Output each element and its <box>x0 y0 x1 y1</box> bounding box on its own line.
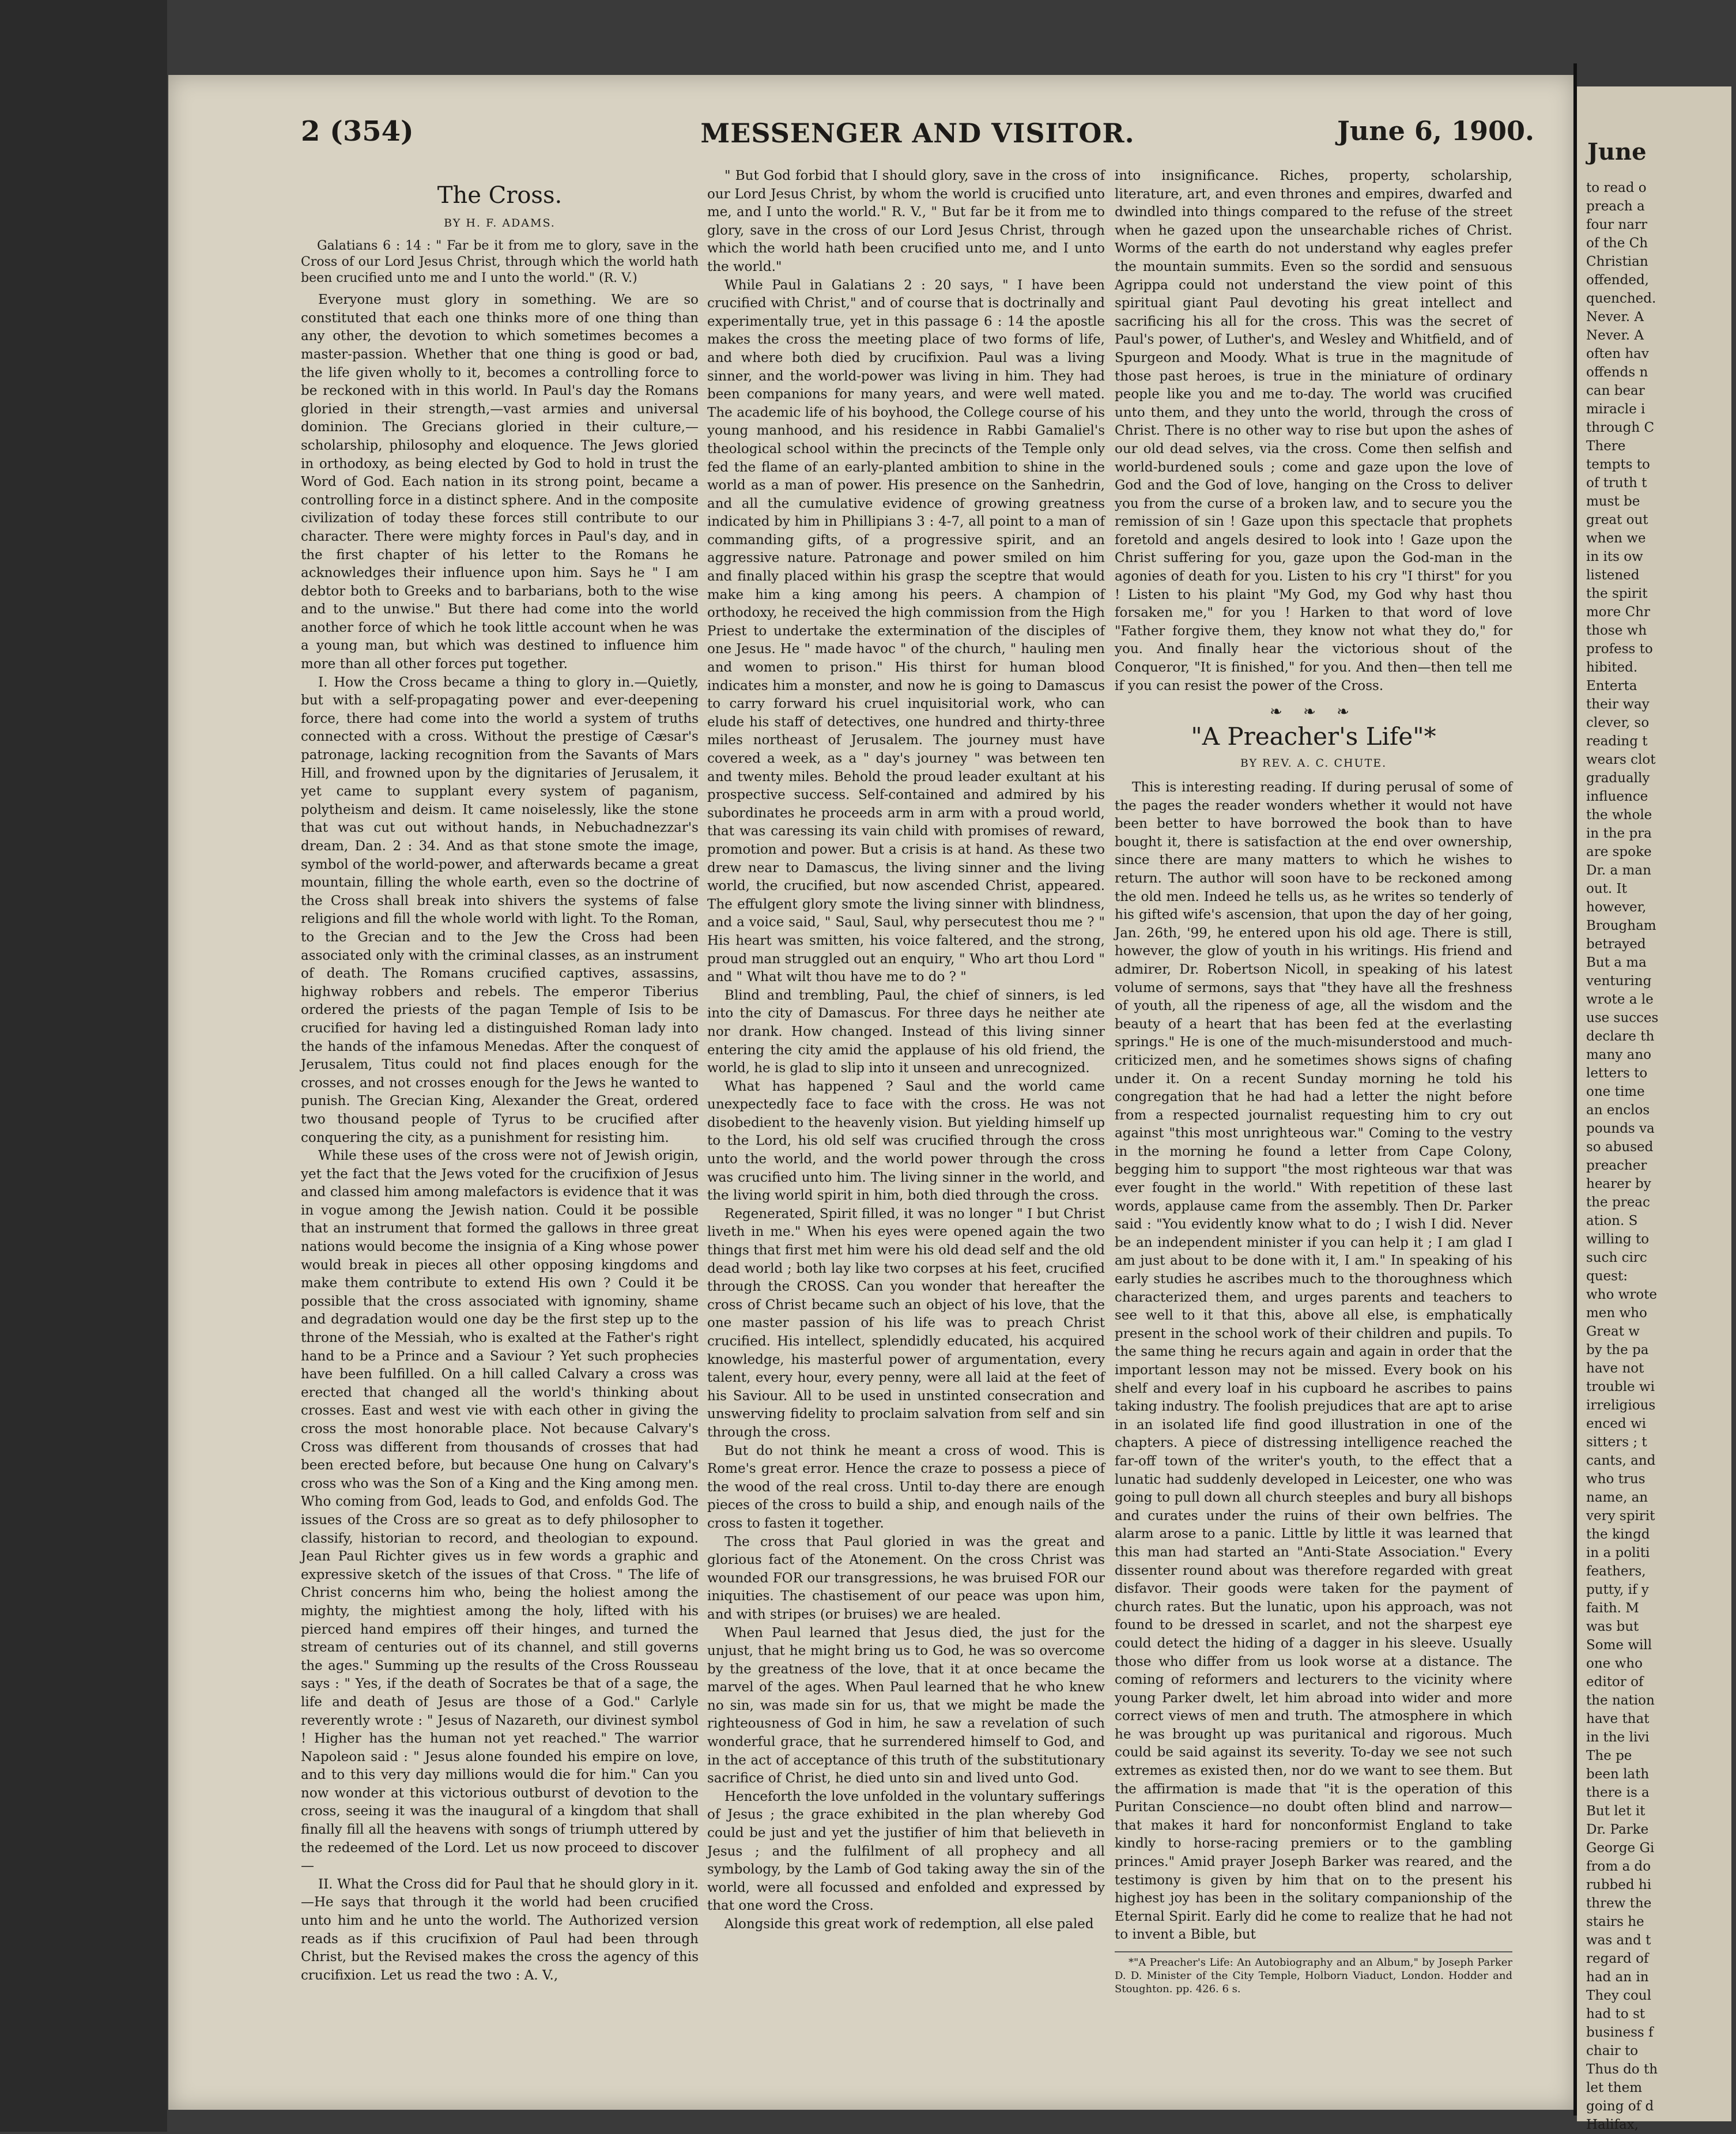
paragraph: Everyone must glory in something. We are so constituted that each one thinks more of one thing than any other, the devotion to which sometimes becomes a master-passion. Whether that one thing is good or bad, the life given wholly to it, becomes a controlling force to be reckoned with in this world. In Paul's day the Romans gloried in their strength,—vast armies and universal dominion. The Grecians gloried in their culture,—scholarship, philosophy and eloquence. The Jews gloried in orthodoxy, as being elected by God to hold in trust the Word of God. Each nation in its strong point, became a controlling force in a distinct sphere. And in the composite civilization of today these forces still contribute to our character. There were mighty forces in Paul's day, and in the first chapter of his letter to the Romans he acknowledges their influence upon him. Says he " I am debtor both to Greeks and to barbarians, both to the wise and to the unwise." But there had come into the world another force of which he took little account when he was a young man, but which was destined to influence him more than all other forces put together. <box>301 292 699 672</box>
paragraph: When Paul learned that Jesus died, the just for the unjust, that he might bring us to God, he was so overcome by the greatness of the love, that it at once became the marvel of the ages. When Paul learned that he who knew no sin, was made sin for us, that we might be made the righteousness of God in him, he saw a revelation of such wonderful grace, that he surrendered himself to God, and in the act of acceptance of this truth of the substitutionary sacrifice of Christ, he died unto sin and lived unto God. <box>707 1625 1105 1786</box>
paragraph: While these uses of the cross were not of Jewish origin, yet the fact that the Jews voted for the crucifixion of Jesus and classed him among malefactors is evidence that it was in vogue among the Jewish nation. Could it be possible that an instrument that formed the gallows in three great nations would become the insignia of a King whose power would break in pieces all other opposing kingdoms and make them contribute to extend His own ? Could it be possible that the cross associated with ignominy, shame and degradation would one day be the first step up to the throne of the Messiah, who is exalted at the Father's right hand to be a Prince and a Saviour ? Yet such prophecies have been fulfilled. On a hill called Calvary a cross was erected that changed all the world's thinking about crosses. East and west vie with each other in giving the cross the most honorable place. Not because Calvary's Cross was different from thousands of crosses that had been erected before, but because One hung on Calvary's cross who was the Son of a King and the King among men. Who coming from God, leads to God, and enfolds God. The issues of the Cross are so great as to defy philosopher to classify, historian to record, and theologian to expound. Jean Paul Richter gives us in few words a graphic and expressive sketch of the issues of that Cross. " The life of Christ concerns him who, being the holiest among the mighty, the mightiest among the holy, lifted with his pierced hand empires off their hinges, and turned the stream of centuries out of its channel, and still governs the ages." Summing up the results of the Cross Rousseau says : " Yes, if the death of Socrates be that of a sage, the life and death of Jesus are those of a God." Carlyle reverently wrote : " Jesus of Nazareth, our divinest symbol ! Higher has the human not yet reached." The warrior Napoleon said : " Jesus alone founded his empire on love, and to this very day millions would die for him." Can you now wonder at this victorious outburst of devotion to the cross, seeing it was the inaugural of a kingdom that shall finally fill all the heavens with songs of triumph uttered by the redeemed of the Lord. Let us now proceed to discover— <box>301 1148 699 1874</box>
paragraph: But do not think he meant a cross of wood. This is Rome's great error. Hence the craze to possess a piece of the wood of the real cross. Until to-day there are enough pieces of the cross to build a ship, and enough nails of the cross to fasten it together. <box>707 1443 1105 1531</box>
column-1 <box>301 167 699 2087</box>
paragraph: While Paul in Galatians 2 : 20 says, " I have been crucified with Christ," and of course that is doctrinally and experimentally true, yet in this passage 6 : 14 the apostle makes the cross the meeting place of two forms of life, and where both died by crucifixion. Paul was a living sinner, and the world-power was living in him. They had been companions for many years, and were well mated. The academic life of his boyhood, the College course of his young manhood, and his residence in Rabbi Gamaliel's theological school within the precincts of the Temple only fed the flame of an early-planted ambition to shine in the world as a man of power. His presence on the Sanhedrin, and all the cumulative evidence of growing greatness indicated by him in Phillipians 3 : 4-7, all point to a man of commanding gifts, of a progressive spirit, and an aggressive nature. Patronage and power smiled on him and finally placed within his grasp the sceptre that would make him a king among his peers. A champion of orthodoxy, he received the high commission from the High Priest to undertake the extermination of the disciples of one Jesus. He " made havoc " of the church, " hauling men and women to prison." His thirst for human blood indicates him a monster, and now he is going to Damascus to carry forward his cruel inquisitorial work, who can elude his staff of detectives, one hundred and thirty-three miles northeast of Jerusalem. The journey must have covered a week, as a " day's journey " was between ten and twenty miles. Behold the proud leader exultant at his prospective success. Self-contained and admired by his subordinates he proceeds arm in arm with a proud world, that was caressing its vain child with promises of reward, promotion and power. But a crisis is at hand. As these two drew near to Damascus, the living sinner and the living world, the crucified, but now ascended Christ, appeared. The effulgent glory smote the living sinner with blindness, and a voice said, " Saul, Saul, why persecutest thou me ? " His heart was smitten, his voice faltered, and the strong, proud man struggled out an enquiry, " Who art thou Lord " and " What wilt thou have me to do ? " <box>707 277 1105 985</box>
paragraph: Blind and trembling, Paul, the chief of sinners, is led into the city of Damascus. For three days he neither ate nor drank. How changed. Instead of this living sinner entering the city amid the applause of his old friend, the world, he is glad to slip into it unseen and unrecognized. <box>707 987 1105 1076</box>
paragraph: Alongside this great work of redemption, all else paled <box>724 1917 1094 1932</box>
paragraph: II. What the Cross did for Paul that he should glory in it.—He says that through it the world had been crucified unto him and he unto the world. The Authorized version reads as if this crucifixion of Paul had been through Christ, but the Revised makes the cross the agency of this crucifixion. Let us read the two : A. V., <box>301 1876 699 1983</box>
footnote: *"A Preacher's Life: An Autobiography and an Album," by Joseph Parker D. D. Minister of the City Temple, Holborn Viaduct, London. Hodder and Stoughton. pp. 426. 6 s. <box>1115 1951 1512 1996</box>
paragraph: " But God forbid that I should glory, save in the cross of our Lord Jesus Christ, by whom the world is crucified unto me, and I unto the world." R. V., " But far be it from me to glory, save in the cross of our Lord Jesus Christ, through which the world hath been crucified unto me, and I unto the world." <box>707 168 1105 274</box>
paragraph: This is interesting reading. If during perusal of some of the pages the reader wonders whether it would not have been better to have borrowed the book than to have bought it, there is satisfaction at the end over ownership, since there are many matters to which he wishes to return. The author will soon have to be reckoned among the old men. Indeed he tells us, as he writes so tenderly of his gifted wife's ascension, that upon the day of her going, Jan. 26th, '99, he entered upon his old age. There is still, however, the glow of youth in his writings. His friend and admirer, Dr. Robertson Nicoll, in speaking of his latest volume of sermons, says that "they have all the freshness of youth, all the ripeness of age, all the wisdom and the beauty of a heart that has been fed at the everlasting springs." He is one of the much-misunderstood and much-criticized men, and he sometimes shows signs of chafing under it. On a recent Sunday morning he told his congregation that he had had a letter the night before from a respected journalist requesting him to cry out against "this most unrighteous war." Coming to the vestry in the morning he found a letter from Cape Colony, begging him to support "the most righteous war that was ever fought in the world." With repetition of these last words, applause came from the assembly. Then Dr. Parker said : "You evidently know what to do ; I wish I did. Never be an independent minister if you can help it ; I am glad I am just about to be done with it, I am." In speaking of his early studies he ascribes much to the thoroughness which characterized them, and urges parents and teachers to see well to it that this, above all else, is emphatically present in the school work of their children and pupils. To the same thing he recurs again and again in order that the important lesson may not be missed. Every book on his shelf and every loaf in his cupboard he ascribes to pains taking industry. The foolish prejudices that are apt to arise in an isolated life find good illustration in one of the chapters. A piece of distressing intelligence reached the far-off town of the writer's youth, to the effect that a lunatic had suddenly developed in Leicester, one who was going to pull down all church steeples and bury all bishops and curates under the ruins of their own belfries. The alarm arose to a panic. Little by little it was learned that this man had started an "Anti-State Association." Every dissenter round about was therefore regarded with great disfavor. Their goods were taken for the payment of church rates. But the lunatic, upon his approach, was not found to be dressed in scarlet, and not the sharpest eye could detect the hiding of a dagger in his sleeve. Usually those who differ from us look worse at a distance. The coming of reformers and lecturers to the vicinity where young Parker dwelt, let him abroad into wider and more correct views of men and truth. The atmosphere in which he was brought up was puritanical and rigorous. Much could be said against its severity. To-day we see not such extremes as existed then, nor do we want to see them. But the affirmation is made that "it is the operation of this Puritan Conscience—no doubt often blind and narrow—that makes it hard for nonconformist England to take kindly to horse-racing premiers or to the gambling princes." Amid prayer Joseph Barker was reared, and the testimony is given by him that on to the present his highest joy has been in the solitary companionship of the Eternal Spirit. Early did he come to realize that he had not to invent a Bible, but <box>1115 780 1512 1943</box>
paragraph: The cross that Paul gloried in was the great and glorious fact of the Atonement. On the cross Christ was wounded FOR our transgressions, he was bruised FOR our iniquities. The chastisement of our peace was upon him, and with stripes (or bruises) we are healed. <box>707 1534 1105 1622</box>
facing-page-text: to read o preach a four narr of the Ch Christian offended, quenched. Never. A Never. A often hav offends n can bear miracle i through C There tempts to of truth t must be great out when we in its ow listened the spirit more Chr those wh profess to hibited. Enterta their way clever, so reading t wears clot gradually influence the whole in the pra are spoke Dr. a man out. It however, Brougham betrayed But a ma venturing wrote a le use succes declare th many ano letters to one time an enclos pounds va so abused preacher hearer by the preac ation. S willing to such circ quest: who wrote men who Great w by the pa have not trouble wi irreligious enced wi sitters ; t cants, and who trus name, an very spirit the kingd in a politi feathers, putty, if y faith. M was but Some will one who editor of the nation have that in the livi The pe been lath there is a But let it Dr. Parke George Gi from a do rubbed hi threw the stairs he was and t regard of had an in They coul had to st business f chair to Thus do th let them going of d Halifax, <box>1586 180 1659 2132</box>
paragraph: into insignificance. Riches, property, scholarship, literature, art, and even thrones and empires, dwarfed and dwindled into things compared to the refuse of the street when he gazed upon the unsearchable riches of Christ. Worms of the earth do not understand why eagles prefer the mountain summits. Even so the sordid and sensuous Agrippa could not understand the view point of this spiritual giant Paul devoting his great intellect and sacrificing his all for the cross. This was the secret of Paul's power, of Luther's, and Wesley and Whitfield, and of Spurgeon and Moody. What is true in the magnitude of those past heroes, is true in the miniature of ordinary people like you and me to-day. The world was crucified unto them, and they unto the world, through the cross of Christ. There is no other way to rise but upon the ashes of our old dead selves, via the cross. Come then selfish and world-burdened souls ; come and gaze upon the love of God and the God of love, hanging on the Cross to deliver you from the curse of a broken law, and to secure you the remission of sin ! Gaze upon this spectacle that prophets foretold and angels desired to look into ! Gaze upon the Christ suffering for you, gaze upon the God-man in the agonies of death for you. Listen to his cry "I thirst" for you ! Listen to his plaint "My God, my God why hast thou forsaken me," for you ! Harken to that word of love "Father forgive them, they know not what they do," for you. And finally hear the victorious shout of the Conqueror, "It is finished," for you. And then—then tell me if you can resist the power of the Cross. <box>1115 168 1512 693</box>
facing-page-header: June <box>1587 138 1647 165</box>
facing-page-fragment <box>1577 86 1731 2132</box>
article-title: "A Preacher's Life"* <box>1191 722 1436 751</box>
issue-date: June 6, 1900. <box>1337 115 1534 146</box>
page-number: 2 (354) <box>301 115 414 148</box>
column-2 <box>707 167 1105 2087</box>
article-byline: BY H. F. ADAMS. <box>444 216 556 229</box>
article-byline: BY REV. A. C. CHUTE. <box>1240 757 1387 770</box>
scripture-quote: Galatians 6 : 14 : " Far be it from me to glory, save in the Cross of our Lord Jesus Christ, through which the world hath been crucified unto me and I unto the world." (R. V.) <box>301 239 699 286</box>
paragraph: I. How the Cross became a thing to glory in.—Quietly, but with a self-propagating power and ever-deepening force, there had come into the world a system of truths connected with a cross. Without the prestige of Cæsar's patronage, lacking recognition from the Savants of Mars Hill, and frowned upon by the dignitaries of Jerusalem, it yet came to supplant every system of paganism, polytheism and deism. It came noiselessly, like the stone that was cut out without hands, in Nebuchadnezzar's dream, Dan. 2 : 34. And as that stone smote the image, symbol of the world-power, and afterwards became a great mountain, filling the whole earth, even so the doctrine of the Cross shall break into shivers the systems of false religions and fill the whole world with light. To the Roman, to the Grecian and to the Jew the Cross had been associated only with the criminal classes, as an instrument of death. The Romans crucified captives, assassins, highway robbers and rebels. The emperor Tiberius ordered the priests of the pagan Temple of Isis to be crucified for having led a distinguished Roman lady into the hands of the infamous Menedas. After the conquest of Jerusalem, Titus could not find places enough for the crosses, and not crosses enough for the Jews he wanted to punish. The Grecian King, Alexander the Great, ordered two thousand people of Tyrus to be crucified after conquering the city, as a punishment for resisting him. <box>301 674 699 1145</box>
section-ornament: ❧ ❧ ❧ <box>1270 703 1357 721</box>
masthead <box>301 115 1534 161</box>
paragraph: Regenerated, Spirit filled, it was no longer " I but Christ liveth in me." When his eyes were opened again the two things that first met him were his old dead self and the old dead world ; both lay like two corpses at his feet, crucified through the CROSS. Can you wonder that hereafter the cross of Christ became such an object of his love, that the one master passion of his life was to preach Christ crucified. His intellect, splendidly educated, his acquired knowledge, his masterful power of argumentation, every talent, every hour, every penny, were all laid at the feet of his Saviour. All to be used in unstinted consecration and unswerving fidelity to proclaim salvation from self and sin through the cross. <box>707 1206 1105 1440</box>
journal-title: MESSENGER AND VISITOR. <box>700 118 1135 149</box>
newspaper-page <box>168 75 1575 2110</box>
paragraph: What has happened ? Saul and the world came unexpectedly face to face with the cross. He was not disobedient to the heavenly vision. But yielding himself up to the Lord, his old self was crucified through the cross unto the world, and the world power through the cross was crucified unto him. The living sinner in the world, and the living world spirit in him, both died through the cross. <box>707 1079 1105 1204</box>
scanner-edge <box>0 0 167 2132</box>
article-title: The Cross. <box>437 182 563 209</box>
paragraph: Henceforth the love unfolded in the voluntary sufferings of Jesus ; the grace exhibited in the plan whereby God could be just and yet the justifier of him that believeth in Jesus ; and the fulfilment of all prophecy and all symbology, by the Lamb of God taking away the sin of the world, were all focussed and enfolded and expressed by that one word the Cross. <box>707 1789 1105 1914</box>
column-3 <box>1115 167 1512 2087</box>
